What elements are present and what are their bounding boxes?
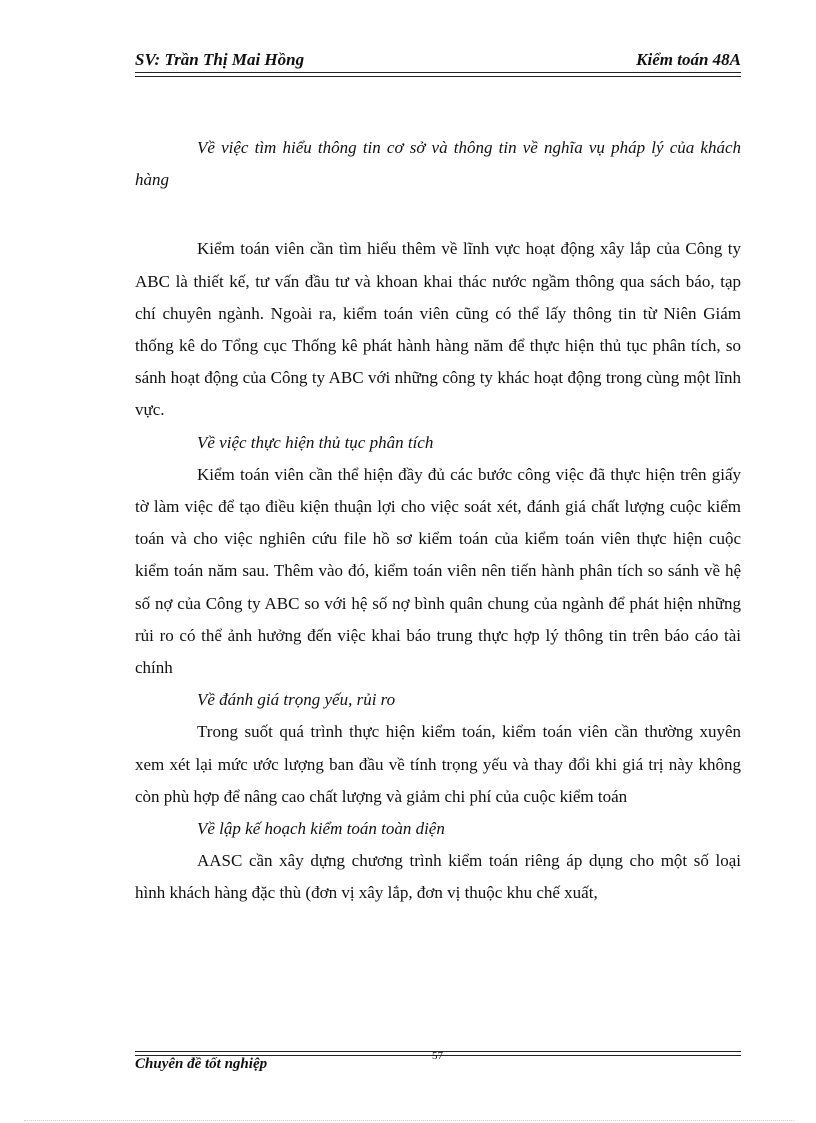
page-number: 57 (432, 1050, 443, 1062)
section-body-client-info: Kiểm toán viên cần tìm hiểu thêm về lĩnh vực hoạt động xây lắp của Công ty ABC là thiết kế, tư vấn đầu tư và khoan khai thác nước ngầm thông qua sách báo, tạp chí chuyên ngành. Ngoài ra, kiểm toán viên cũng có thể lấy thông tin từ Niên Giám thống kê do Tổng cục Thống kê phát hành hàng năm để thực hiện thủ tục phân tích, so sánh hoạt động của Công ty ABC với những công ty khác hoạt động trong cùng một lĩnh vực. (135, 239, 741, 420)
section-heading-materiality-risk: Về đánh giá trọng yếu, rủi ro (197, 690, 396, 710)
section-body-analytical-procedures: Kiểm toán viên cần thể hiện đầy đủ các bước công việc đã thực hiện trên giấy tờ làm việc để tạo điều kiện thuận lợi cho việc soát xét, đánh giá chất lượng cuộc kiểm toán và cho việc nghiên cứu file hồ sơ kiểm toán của kiểm toán viên thực hiện cuộc kiểm toán năm sau. Thêm vào đó, kiểm toán viên nên tiến hành phân tích so sánh về hệ số nợ của Công ty ABC so với hệ số nợ bình quân chung của ngành để phát hiện những rủi ro có thể ảnh hưởng đến việc khai báo trung thực hợp lý thông tin trên báo cáo tài chính (135, 464, 741, 678)
page-bottom-edge (24, 1120, 794, 1121)
section-heading-audit-plan: Về lập kế hoạch kiểm toán toàn diện (197, 819, 445, 839)
student-name: SV: Trần Thị Mai Hồng (135, 50, 305, 69)
section-heading-analytical-procedures: Về việc thực hiện thủ tục phân tích (197, 432, 434, 452)
spacer (135, 196, 741, 233)
section-body-materiality-risk: Trong suốt quá trình thực hiện kiểm toán, kiểm toán viên cần thường xuyên xem xét lại mức ước lượng ban đầu về tính trọng yếu và thay đổi khi giá trị này không còn phù hợp để nâng cao chất lượng và giảm chi phí của cuộc kiểm toán (135, 722, 741, 806)
header-rule (135, 72, 741, 77)
footer-title: Chuyên đề tốt nghiệp (135, 1056, 268, 1072)
section-heading-client-info: Về việc tìm hiểu thông tin cơ sở và thông tin về nghĩa vụ pháp lý của khách hàng (135, 138, 741, 190)
document-body (135, 132, 741, 910)
page-header (135, 46, 741, 70)
section-body-audit-plan: AASC cần xây dựng chương trình kiểm toán riêng áp dụng cho một số loại hình khách hàng đặc thù (đơn vị xây lắp, đơn vị thuộc khu chế xuất, (135, 851, 741, 903)
class-name: Kiểm toán 48A (636, 50, 741, 69)
